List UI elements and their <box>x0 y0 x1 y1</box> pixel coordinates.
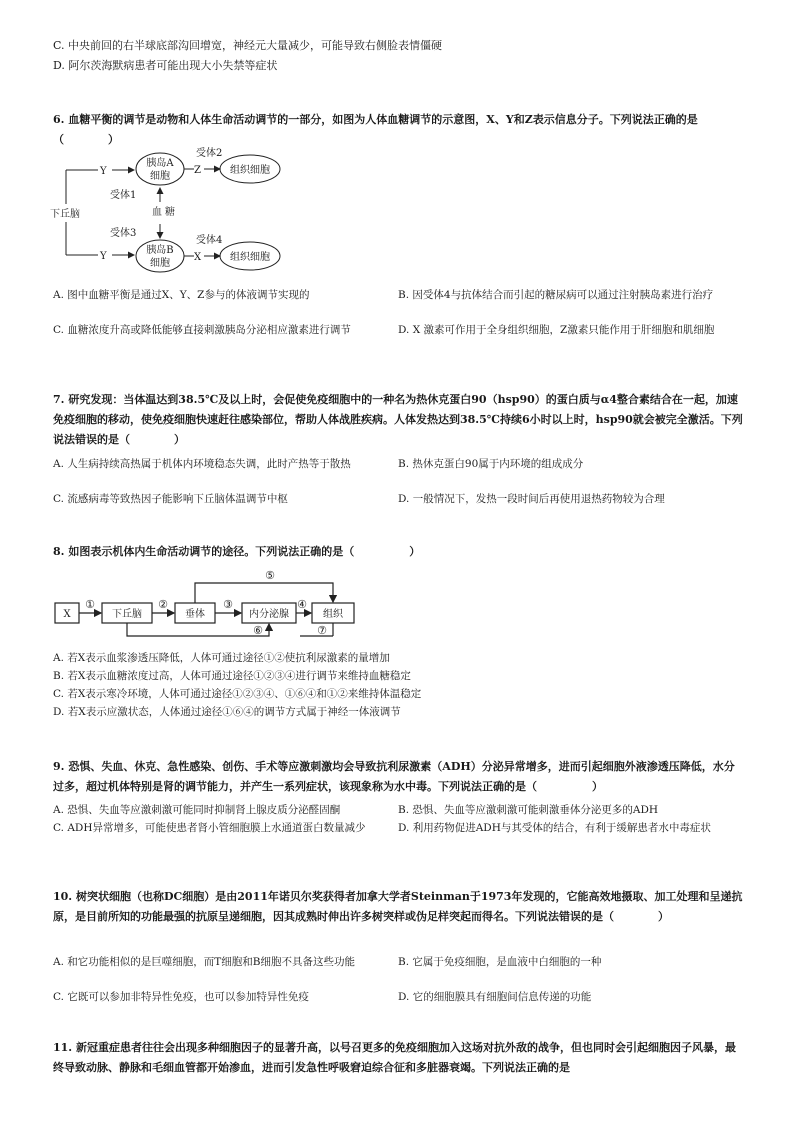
q8-arrow-5 <box>195 583 333 603</box>
q6-option-b: B. 因受体4与抗体结合而引起的糖尿病可以通过注射胰岛素进行治疗 <box>398 289 714 301</box>
q10-option-c: C. 它既可以参加非特异性免疫，也可以参加特异性免疫 <box>53 991 309 1003</box>
q8-n4: ④ <box>297 598 307 611</box>
q6-receptor3-label: 受体3 <box>110 228 137 239</box>
q6-receptor1-label: 受体1 <box>110 190 137 201</box>
q10-option-d: D. 它的细胞膜具有细胞间信息传递的功能 <box>398 991 592 1003</box>
q8-n7: ⑦ <box>317 624 327 637</box>
q8-arrow-6 <box>127 623 269 636</box>
q6-receptor2-label: 受体2 <box>196 148 223 159</box>
q8-regulation-pathway-diagram <box>50 566 370 642</box>
q6-option-a: A. 图中血糖平衡是通过X、Y、Z参与的体液调节实现的 <box>53 289 310 301</box>
q6-option-c: C. 血糖浓度升高或降低能够直接刺激胰岛分泌相应激素进行调节 <box>53 324 351 336</box>
q8-tissue-label: 组织 <box>323 609 343 620</box>
q6-y-bottom-label: Y <box>100 251 107 262</box>
q8-option-c: C. 若X表示寒冷环境，人体可通过途径①②③④、①⑥④和①②来维持体温稳定 <box>53 688 422 700</box>
q8-n5: ⑤ <box>265 569 275 582</box>
q8-n6: ⑥ <box>253 624 263 637</box>
q5-option-c: C. 中央前回的右半球底部沟回增宽，神经元大量减少，可能导致右侧脸表情僵硬 <box>53 39 443 52</box>
q6-tissue-bottom-label: 组织细胞 <box>230 252 270 263</box>
q6-y-top-label: Y <box>100 166 107 177</box>
q6-hypothalamus-label: 下丘脑 <box>50 209 80 220</box>
q8-n2: ② <box>158 598 168 611</box>
q10-option-a: A. 和它功能相似的是巨噬细胞，而T细胞和B细胞不具备这些功能 <box>53 956 355 968</box>
q10-option-b: B. 它属于免疫细胞，是血液中白细胞的一种 <box>398 956 602 968</box>
q6-tissue-top-label: 组织细胞 <box>230 165 270 176</box>
q9-option-a: A. 恐惧、失血等应激刺激可能同时抑制肾上腺皮质分泌醛固酮 <box>53 804 341 816</box>
q6-blood-sugar-char2: 糖 <box>165 207 175 218</box>
q6-blood-sugar-char1: 血 <box>152 207 162 218</box>
q8-stem: 8. 如图表示机体内生命活动调节的途径。下列说法正确的是（ ） <box>53 545 421 558</box>
q8-endocrine-label: 内分泌腺 <box>249 609 289 620</box>
q8-option-a: A. 若X表示血浆渗透压降低，人体可通过途径①②使抗利尿激素的量增加 <box>53 652 390 664</box>
q8-pituitary-label: 垂体 <box>185 609 205 620</box>
q6-receptor4-label: 受体4 <box>196 235 223 246</box>
q6-blood-sugar-diagram <box>50 144 340 280</box>
q8-option-d: D. 若X表示应激状态，人体通过途径①⑥④的调节方式属于神经一体液调节 <box>53 706 401 718</box>
q6-option-d: D. X 激素可作用于全身组织细胞，Z激素只能作用于肝细胞和肌细胞 <box>398 324 715 336</box>
q8-option-b: B. 若X表示血糖浓度过高，人体可通过途径①②③④进行调节来维持血糖稳定 <box>53 670 411 682</box>
q11-stem: 11. 新冠重症患者往往会出现多种细胞因子的显著升高，以号召更多的免疫细胞加入这场对抗外敌的战争，但也同时会引起细胞因子风暴，最终导致动脉、静脉和毛细血管都开始渗血，进而引发急性呼吸窘迫综合征和多脏器衰竭。下列说法正确的是 <box>53 1041 736 1074</box>
q8-n3: ③ <box>223 598 233 611</box>
q9-option-c: C. ADH异常增多，可能使患者肾小管细胞膜上水通道蛋白数量减少 <box>53 822 366 834</box>
q7-option-a: A. 人生病持续高热属于机体内环境稳态失调，此时产热等于散热 <box>53 458 351 470</box>
q7-option-d: D. 一般情况下，发热一段时间后再使用退热药物较为合理 <box>398 493 665 505</box>
q6-x-label: X <box>194 252 202 263</box>
q6-z-label: Z <box>194 165 201 176</box>
q5-option-d: D. 阿尔茨海默病患者可能出现大小失禁等症状 <box>53 59 278 72</box>
q9-stem: 9. 恐惧、失血、休克、急性感染、创伤、手术等应激刺激均会导致抗利尿激素（ADH）分泌异常增多，进而引起细胞外液渗透压降低，水分过多，超过机体特别是肾的调节能力，并产生一系列症状，该现象称为水中毒。下列说法正确的是（ ） <box>53 760 735 793</box>
q6-islet-a-line2: 细胞 <box>150 171 170 182</box>
q7-option-c: C. 流感病毒等致热因子能影响下丘脑体温调节中枢 <box>53 493 288 505</box>
q6-stem: 6. 血糖平衡的调节是动物和人体生命活动调节的一部分，如图为人体血糖调节的示意图，X、Y和Z表示信息分子。下列说法正确的是（ ） <box>53 113 698 146</box>
q9-option-b: B. 恐惧、失血等应激刺激可能刺激垂体分泌更多的ADH <box>398 804 659 816</box>
q6-islet-b-line1: 胰岛B <box>146 245 174 256</box>
q6-islet-a-line1: 胰岛A <box>146 158 174 169</box>
q8-x-label: X <box>63 609 71 620</box>
q6-islet-b-line2: 细胞 <box>150 258 170 269</box>
q8-hypothalamus-label: 下丘脑 <box>112 609 142 620</box>
q8-n1: ① <box>85 598 95 611</box>
q7-stem: 7. 研究发现：当体温达到38.5℃及以上时，会促使免疫细胞中的一种名为热休克蛋白90（hsp90）的蛋白质与α4整合素结合在一起，加速免疫细胞的移动，使免疫细胞快速赶往感染部位，帮助人体战胜疾病。人体发热达到38.5℃持续6小时以上时，hsp90就会被完全激活。下列说法错误的是（ ） <box>53 393 743 446</box>
q9-option-d: D. 利用药物促进ADH与其受体的结合，有利于缓解患者水中毒症状 <box>398 822 711 834</box>
q7-option-b: B. 热休克蛋白90属于内环境的组成成分 <box>398 458 584 470</box>
q10-stem: 10. 树突状细胞（也称DC细胞）是由2011年诺贝尔奖获得者加拿大学者Steinman于1973年发现的，它能高效地摄取、加工处理和呈递抗原，是目前所知的功能最强的抗原呈递细胞，因其成熟时伸出许多树突样或伪足样突起而得名。下列说法错误的是（ ） <box>53 890 743 923</box>
